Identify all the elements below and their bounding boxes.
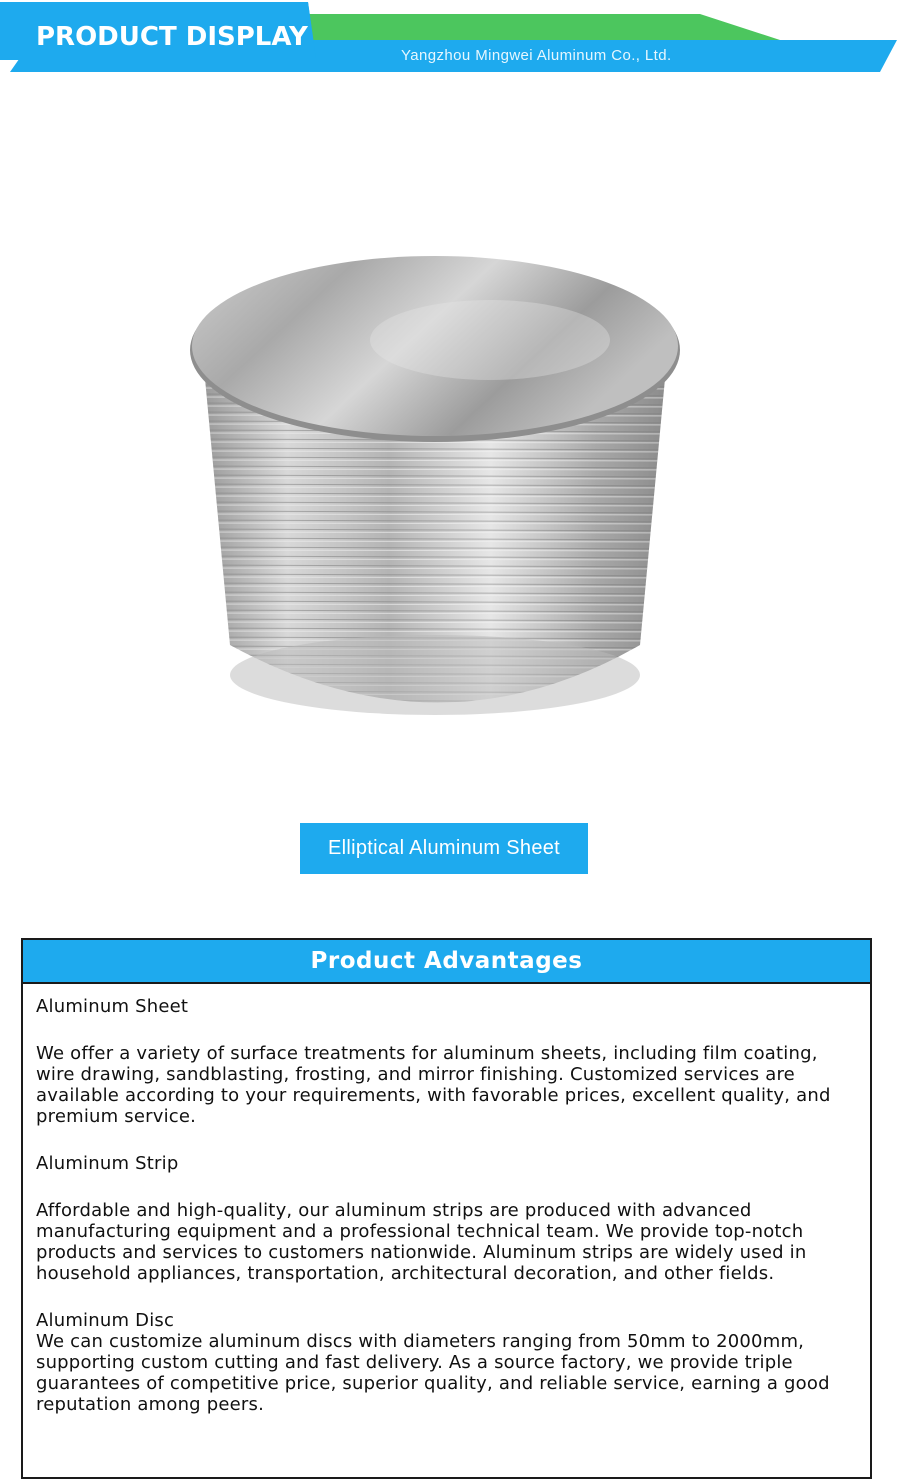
product-caption: Elliptical Aluminum Sheet: [300, 823, 588, 874]
header-banner: [0, 0, 897, 72]
aluminum-disc-stack-icon: [190, 120, 710, 740]
advantage-text: We offer a variety of surface treatments for aluminum sheets, including film coating, wire drawing, sandblasting, frosting, and mirror finishing. Customized services are available according to your requirements, with favorable prices, excellent quality, and premium service.: [36, 1043, 831, 1127]
advantages-body: [23, 984, 870, 1415]
advantages-panel: [21, 938, 872, 1479]
advantage-title: Aluminum Sheet: [36, 996, 189, 1017]
company-name: Yangzhou Mingwei Aluminum Co., Ltd.: [401, 47, 672, 64]
page-title: PRODUCT DISPLAY: [36, 22, 308, 52]
advantage-text: Affordable and high-quality, our aluminum strips are produced with advanced manufacturing equipment and a professional technical team. We provide top-notch products and services to customers nationwide. Aluminum strips are widely used in household appliances, transportation, architectural decoration, and other fields.: [36, 1200, 807, 1284]
advantage-text: We can customize aluminum discs with diameters ranging from 50mm to 2000mm, supporting custom cutting and fast delivery. As a source factory, we provide triple guarantees of competitive price, superior quality, and reliable service, earning a good reputation among peers.: [36, 1331, 830, 1415]
advantages-heading: Product Advantages: [23, 940, 870, 984]
advantage-title: Aluminum Disc: [36, 1310, 175, 1331]
product-image: [190, 120, 710, 740]
advantage-title: Aluminum Strip: [36, 1153, 179, 1174]
